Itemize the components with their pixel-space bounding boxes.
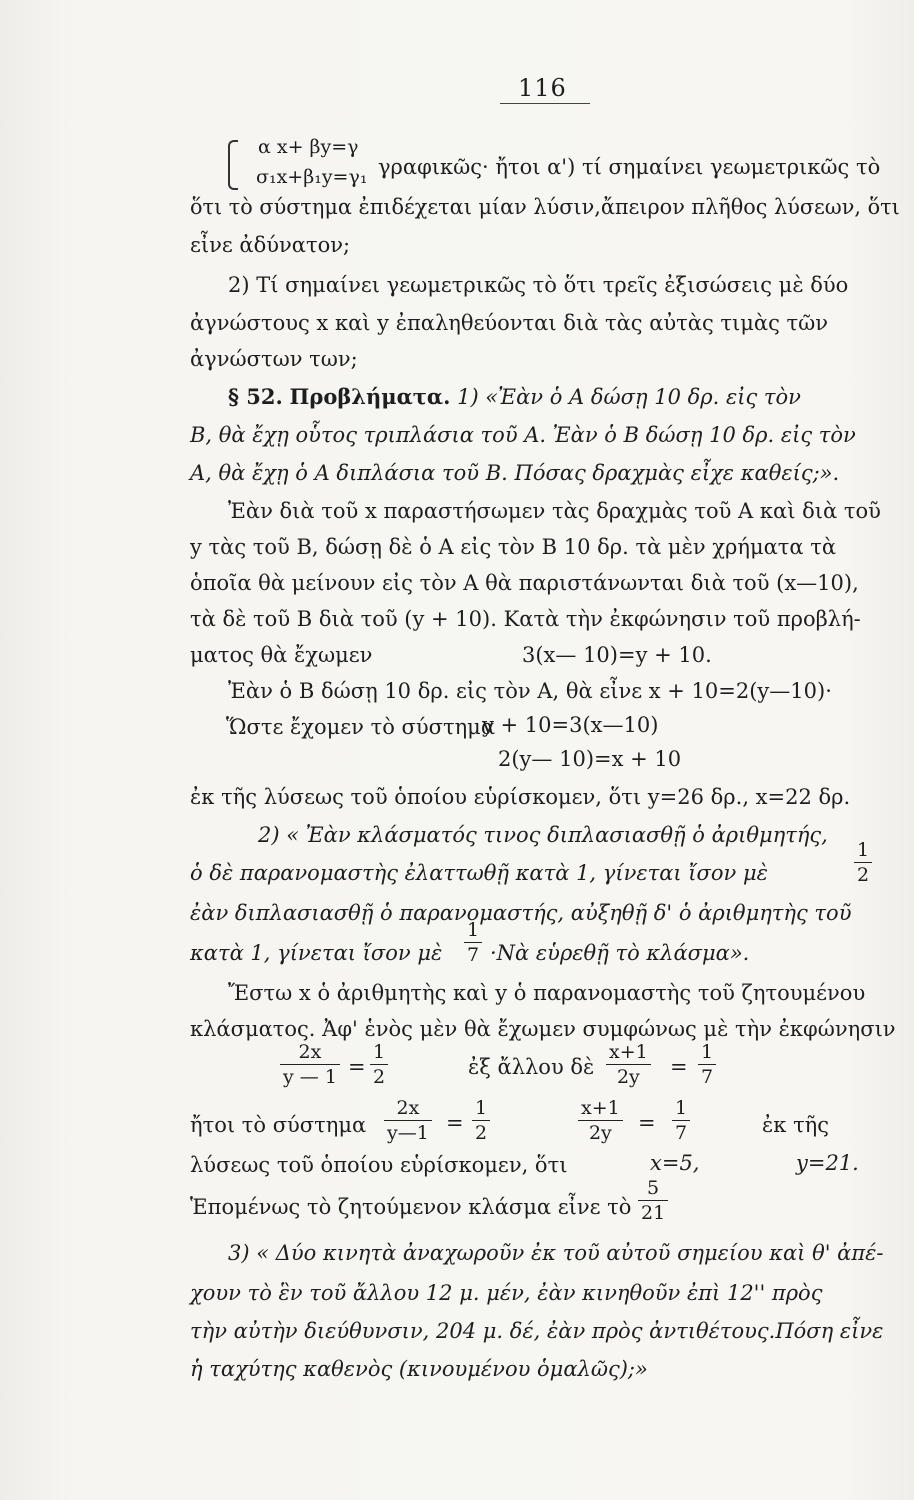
answer-fraction: $\frac{5}{21}$ [638, 1176, 668, 1225]
text-line: κλάσματος. Ἀφ' ἑνὸς μὲν θὰ ἔχωμεν συμφώνως μὲ τὴν ἐκφώνησιν [190, 1017, 896, 1041]
text-line: ἐὰν διπλασιασθῇ ὁ παρανομαστής, αὐξηθῇ δ' ὁ ἀριθμητὴς τοῦ [190, 901, 852, 925]
fraction: $\frac{2x}{y—1}$ [384, 1096, 432, 1145]
text-line: Α, θὰ ἔχῃ ὁ Α διπλάσια τοῦ Β. Πόσας δραχμὰς εἶχε καθείς;». [190, 461, 840, 485]
text-line: χουν τὸ ἓν τοῦ ἄλλου 12 μ. μέν, ἐὰν κινηθοῦν ἐπὶ 12'' πρὸς [190, 1281, 823, 1305]
section-title: Προβλήματα. [289, 384, 451, 409]
fraction: $\frac{1}{7}$ [698, 1040, 716, 1089]
text-line: ἤτοι τὸ σύστημα [190, 1113, 367, 1137]
text-line: ὁποῖα θὰ μείνουν εἰς τὸν Α θὰ παριστάνωνται διὰ τοῦ (x—10), [190, 571, 859, 595]
fraction: $\frac{1}{2}$ [370, 1040, 388, 1089]
fraction-one-seventh: $\frac{1}{7}$ [464, 918, 482, 967]
text-line: ὅτι τὸ σύστημα ἐπιδέχεται μίαν λύσιν,ἄπειρον πλῆθος λύσεων, ὅτι [190, 195, 900, 219]
equation: y + 10=3(x—10) [482, 713, 659, 737]
text-line: Ἑπομένως τὸ ζητούμενον κλάσμα εἶνε τὸ [190, 1195, 632, 1219]
text-line: Ἐὰν ὁ Β δώσῃ 10 δρ. εἰς τὸν Α, θὰ εἶνε x + 10=2(y—10)· [228, 679, 832, 703]
section-mark: § 52. [228, 384, 283, 409]
text-line: Ἔστω x ὁ ἀριθμητὴς καὶ y ὁ παρανομαστὴς τοῦ ζητουμένου [228, 981, 866, 1005]
text-line: ἀγνώστων των; [190, 347, 358, 371]
text-line: τὰ δὲ τοῦ Β διὰ τοῦ (y + 10). Κατὰ τὴν ἐκφώνησιν τοῦ προβλή- [190, 607, 861, 631]
fraction: $\frac{x+1}{2y}$ [578, 1096, 623, 1145]
page-number: 116 [518, 74, 567, 102]
page-number-rule [500, 103, 590, 104]
system-equation-2: σ₁x+β₁y=γ₁ [256, 166, 368, 188]
text-line: ὁ δὲ παρανομαστὴς ἐλαττωθῇ κατὰ 1, γίνεται ἴσον μὲ [190, 861, 768, 885]
fraction: $\frac{1}{2}$ [472, 1096, 490, 1145]
text-line: ἐκ τῆς λύσεως τοῦ ὁποίου εὑρίσκομεν, ὅτι y=26 δρ., x=22 δρ. [190, 785, 851, 809]
text-line: ·Νὰ εὑρεθῇ τὸ κλάσμα». [490, 941, 750, 965]
text-line: ἀγνώστους x καὶ y ἐπαληθεύονται διὰ τὰς αὐτὰς τιμὰς τῶν [190, 311, 829, 335]
solution-x: x=5, [650, 1151, 700, 1175]
text-line: 3) « Δύο κινητὰ ἀναχωροῦν ἐκ τοῦ αὐτοῦ σημείου καὶ θ' ἀπέ- [228, 1241, 884, 1265]
equation: 3(x— 10)=y + 10. [522, 643, 712, 667]
fraction: $\frac{2x}{y — 1}$ [280, 1040, 340, 1089]
text-line: γραφικῶς· ἤτοι α') τί σημαίνει γεωμετρικῶς τὸ [378, 155, 881, 179]
text-line: ἡ ταχύτης καθενὸς (κινουμένου ὁμαλῶς);» [190, 1357, 648, 1381]
text-line: εἶνε ἀδύνατον; [190, 233, 351, 257]
text-line: y τὰς τοῦ Β, δώσῃ δὲ ὁ Α εἰς τὸν Β 10 δρ. τὰ μὲν χρήματα τὰ [190, 535, 837, 559]
text-line: Ὥστε ἔχομεν τὸ σύστημα [226, 715, 496, 739]
equals: = [670, 1055, 688, 1079]
section-heading [228, 384, 801, 410]
fraction: $\frac{x+1}{2y}$ [606, 1040, 651, 1089]
text-line: κατὰ 1, γίνεται ἴσον μὲ [190, 941, 443, 965]
text-line: λύσεως τοῦ ὁποίου εὑρίσκομεν, ὅτι [190, 1153, 568, 1177]
equals: = [638, 1111, 656, 1135]
text-line: ματος θὰ ἔχωμεν [190, 643, 373, 667]
text: ἐκ τῆς [762, 1113, 830, 1137]
text: ἐξ ἄλλου δὲ [468, 1055, 595, 1079]
text-line: 2) « Ἐὰν κλάσματός τινος διπλασιασθῇ ὁ ἀριθμητής, [258, 823, 828, 847]
fraction-one-half: $\frac{1}{2}$ [854, 838, 872, 887]
equals: = [446, 1111, 464, 1135]
system-equation-1: α x+ βy=γ [258, 136, 359, 158]
text-line: τὴν αὐτὴν διεύθυνσιν, 204 μ. δέ, ἐὰν πρὸς ἀντιθέτους.Πόση εἶνε [190, 1319, 884, 1343]
text-line: Β, θὰ ἔχῃ οὗτος τριπλάσια τοῦ Α. Ἐὰν ὁ Β δώσῃ 10 δρ. εἰς τὸν [190, 423, 856, 447]
text-line: Ἐὰν διὰ τοῦ x παραστήσωμεν τὰς δραχμὰς τοῦ Α καὶ διὰ τοῦ [228, 499, 881, 523]
text-line: 2) Τί σημαίνει γεωμετρικῶς τὸ ὅτι τρεῖς ἐξισώσεις μὲ δύο [228, 273, 849, 297]
solution-y: y=21. [796, 1151, 859, 1175]
problem-text: 1) «Ἐὰν ὁ Α δώσῃ 10 δρ. εἰς τὸν [457, 385, 801, 409]
equals: = [348, 1055, 366, 1079]
fraction: $\frac{1}{7}$ [672, 1096, 690, 1145]
system-brace [228, 140, 238, 190]
equation: 2(y— 10)=x + 10 [498, 747, 682, 771]
